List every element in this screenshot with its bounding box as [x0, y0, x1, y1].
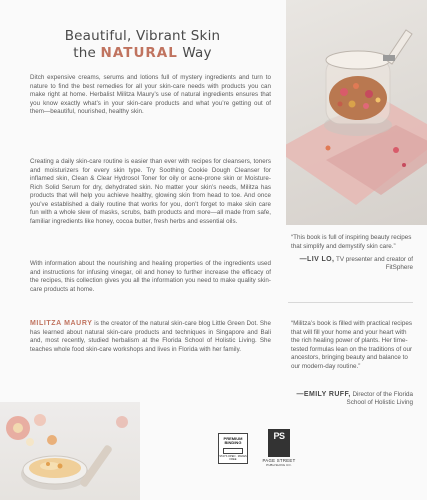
description-paragraph-2: Creating a daily skin-care routine is easier than ever with recipes for cleansers, toners and moisturizers for every skin type. Try Soothing Cookie Dough Cleanser for inflamed skin, Clean & Clear Hydrosol Toner for oily or acne-prone skin or Moisture-Rich Solid Serum for dry, dehydrated skin. No matter your skin’s needs, Militza has products that will help you achieve healthy, glowing skin from head to toe. And once you’ve established a daily routine that works for you, don’t forget to make skin care fun with a whole slew of masks, scrubs, bath products and more—all made from safe, familiar ingredients like honey, cocoa butter, fresh herbs and essential oils.: [30, 158, 271, 225]
publisher-logo: [262, 429, 296, 471]
page-street-logo-icon: PS: [268, 429, 290, 457]
cream-bowl-photo: [0, 402, 140, 500]
testimonial-1-name: —LIV LO,: [299, 256, 335, 263]
headline-prefix: the: [73, 45, 101, 61]
description-paragraph-3: With information about the nourishing and healing properties of the ingredients used and instructions for infusing vinegar, oil and honey to further increase the efficacy of the recipes, this collection gives you all the information you need to make quality skin-care products at home.: [30, 260, 271, 293]
cream-bowl-illustration: [0, 402, 140, 500]
publisher-subname: PUBLISHING CO.: [266, 463, 292, 467]
headline-accent: NATURAL: [100, 45, 178, 61]
rose-petal-jar-photo: [286, 0, 427, 225]
rose-petal-jar-illustration: [286, 0, 427, 225]
testimonial-2-attribution: [291, 391, 413, 408]
premium-binding-subtitle: STAYS OPEN · MAKES FREE: [219, 454, 247, 461]
publisher-name: PAGE STREET: [262, 458, 296, 463]
testimonial-1: “This book is full of inspiring beauty recipes that simplify and demystify skin care.”: [291, 234, 412, 250]
premium-binding-title: PREMIUM BINDING: [223, 436, 243, 446]
description-paragraph-1: Ditch expensive creams, serums and lotions full of mystery ingredients and turn to nature to find the best remedies for all your skin-care needs with products you can make right at home. Herbalist Militza Maury’s use of natural ingredients ensures that you know exactly what’s in your skin-care products and what you’re getting out of them—beautiful, nourished, healthy skin.: [30, 74, 271, 116]
testimonial-1-attribution: [291, 256, 413, 273]
testimonial-2: “Militza’s book is filled with practical recipes that will fill your home and your heart with the rich healing power of plants. Her time-tested formulas lean on the traditions of our ancestors, bringing beauty and balance to our modern-day routine.”: [291, 320, 413, 370]
author-name: MILITZA MAURY: [30, 320, 93, 327]
testimonial-2-name: —EMILY RUFF,: [296, 391, 351, 398]
author-bio: [30, 320, 271, 354]
author-bio-text: is the creator of the natural skin-care blog Little Green Dot. She has learned about natural skin-care products and techniques in Singapore and Bali and, most recently, studied herbalism at the Florida School of Holistic Living. She teaches whole food skin-care workshops and lives in Florida with her family.: [30, 320, 271, 353]
premium-binding-badge: [218, 433, 248, 464]
headline: [0, 28, 285, 62]
testimonial-1-role: TV presenter and creator of FitSphere: [334, 256, 413, 272]
divider: [288, 302, 413, 303]
testimonial-2-role: Director of the Florida School of Holistic Living: [346, 391, 413, 407]
headline-line-1: Beautiful, Vibrant Skin: [64, 28, 221, 44]
headline-line-2: [0, 45, 285, 62]
open-book-icon: [223, 448, 243, 454]
headline-suffix: Way: [177, 45, 212, 61]
